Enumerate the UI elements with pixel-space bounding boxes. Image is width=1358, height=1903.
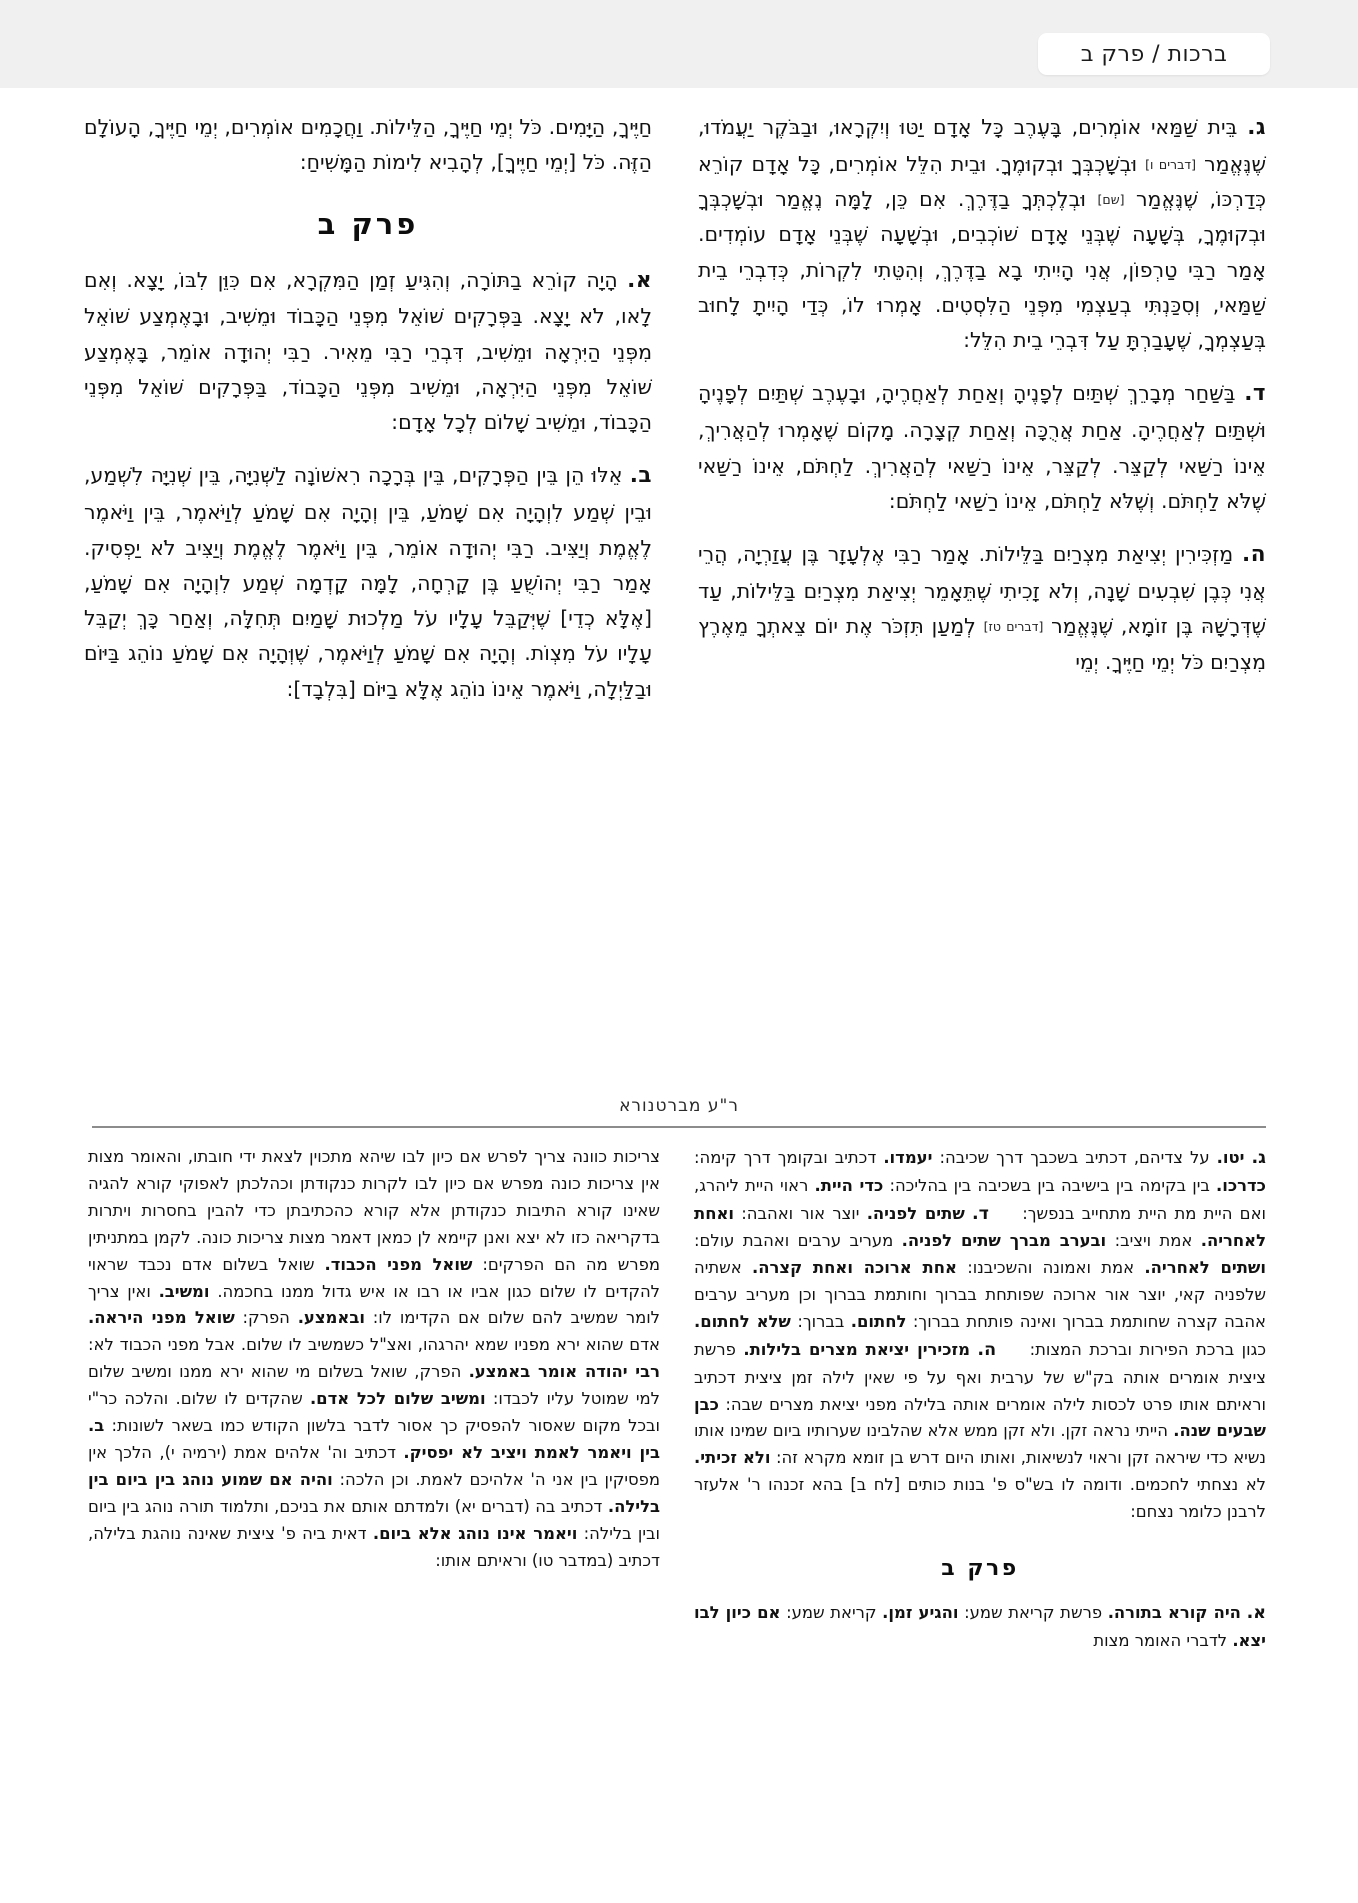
commentary-label: ר"ע מברטנורא: [619, 1096, 739, 1116]
mishnah-column-right: [698, 110, 1266, 707]
commentary-paragraph: [694, 1599, 1266, 1655]
mishnah-paragraph: [698, 110, 1266, 358]
commentary-text: מזכירין יציאת מצרים בלילות. פרשת ציצית אומרים אותה בק"ש של ערבית ואף על פי שאין לילה זמן ציצית דכתיב וראיתם אותו פרט לכסות לילה אומרים אותה בלילה מפני יציאת מצרים שבה: כבן שבעים שנה. הייתי נראה זקן. ולא זקן ממש אלא שהלבינו שערותיו ביום שמינו אותו נשיא כדי שיראה זקן וראוי לנשיאות, ואותו היום דרש בן זומא מקרא זה: ולא זכיתי. לא נצחתי לחכמים. ודומה לו בש"ס פ' בנות כותים [לח ב] בהא זכנהו ר' אלעזר לרבנן כלומר נצחם:: [694, 1339, 1266, 1522]
mishnah-number: ד .: [1244, 381, 1266, 406]
mishnah-paragraph: [84, 263, 652, 441]
commentary-number: א .: [1247, 1603, 1266, 1623]
commentary-paragraph: [88, 1144, 660, 1575]
mishnah-text: מַזְכִּירִין יְצִיאַת מִצְרַיִם בַּלֵּילוֹת. אָמַר רַבִּי אֶלְעָזָר בֶּן עֲזַרְיָה, הֲרֵי אֲנִי כְּבֶן שִׁבְעִים שָׁנָה, וְלֹא זָכִיתִי שֶׁתֵּאָמֵר יְצִיאַת מִצְרַיִם בַּלֵּילוֹת, עַד שֶׁדְּרָשָׁהּ בֶּן זוֹמָא, שֶׁנֶּאֱמַר [דברים טז] לְמַעַן תִּזְכֹּר אֶת יוֹם צֵאתְךָ מֵאֶרֶץ מִצְרַיִם כֹּל יְמֵי חַיֶּיךָ. יְמֵי: [698, 542, 1267, 674]
mishnah-paragraph: [84, 110, 652, 181]
mishnah-text: בַּשַּׁחַר מְבָרֵךְ שְׁתַּיִם לְפָנֶיהָ וְאַחַת לְאַחֲרֶיהָ, וּבָעֶרֶב שְׁתַּיִם לְפָנֶיהָ וּשְׁתַּיִם לְאַחֲרֶיהָ. אַחַת אֲרֻכָּה וְאַחַת קְצָרָה. מָקוֹם שֶׁאָמְרוּ לְהַאֲרִיךְ, אֵינוֹ רַשַּׁאי לְקַצֵּר. לְקַצֵּר, אֵינוֹ רַשַּׁאי לְהַאֲרִיךְ. לַחְתֹּם, אֵינוֹ רַשַּׁאי שֶׁלֹּא לַחְתֹּם. וְשֶׁלֹּא לַחְתֹּם, אֵינוֹ רַשַּׁאי לַחְתֹּם:: [698, 381, 1266, 513]
commentary-number: ג .: [1252, 1148, 1266, 1168]
commentary-body: [88, 1144, 1267, 1655]
commentary-column-right: [694, 1144, 1266, 1655]
commentary-text: שתים לפניה. יוצר אור ואהבה: ואחת לאחריה. אמת ויציב: ובערב מברך שתים לפניה. מעריב ערבים ואהבת עולם: ושתים לאחריה. אמת ואמונה והשכיבנו: אחת ארוכה ואחת קצרה. אשתיה שלפניה קאי, יוצר אור ארוכה שפותחת בברוך וחותמת בברוך וכן מעריב ערבים אהבה קצרה שחותמת בברוך ואינה פותחת בברוך: לחתום. בברוך: שלא לחתום. כגון ברכת הפירות וברכת המצות:: [694, 1203, 1267, 1359]
commentary-text: היה קורא בתורה. פרשת קריאת שמע: והגיע זמן. קריאת שמע: אם כיון לבו יצא. לדברי האומר מצות: [694, 1603, 1266, 1650]
mishnah-body: [84, 110, 1267, 707]
header-bar: [0, 0, 1358, 88]
commentary-text: יטו. על צדיהם, דכתיב בשכבך דרך שכיבה: יעמדו. דכתיב ובקומך דרך קימה: כדרכו. בין בקימה בין בישיבה בין בשכיבה בין בהליכה: כדי היית. ראוי היית ליהרג, ואם היית מת היית מתחייב בנפשך:: [694, 1148, 1266, 1223]
commentary-number: ה .: [977, 1340, 996, 1360]
breadcrumb[interactable]: [1038, 33, 1270, 75]
mishnah-paragraph: [698, 376, 1266, 519]
mishnah-text: בֵּית שַׁמַּאי אוֹמְרִים, בָּעֶרֶב כָּל אָדָם יַטּוּ וְיִקְרָאוּ, וּבַבֹּקֶר יַעֲמֹדוּ, שֶׁנֶּאֱמַר [דברים ו] וּבְשָׁכְבְּךָ וּבְקוּמֶךָ. וּבֵית הִלֵּל אוֹמְרִים, כָּל אָדָם קוֹרֵא כְּדַרְכּוֹ, שֶׁנֶּאֱמַר [שם] וּבְלֶכְתְּךָ בַדֶּרֶךְ. אִם כֵּן, לָמָּה נֶאֱמַר וּבְשָׁכְבְּךָ וּבְקוּמֶךָ, בְּשָׁעָה שֶׁבְּנֵי אָדָם שׁוֹכְבִים, וּבְשָׁעָה שֶׁבְּנֵי אָדָם עוֹמְדִים. אָמַר רַבִּי טַרְפוֹן, אֲנִי הָיִיתִי בָא בַדֶּרֶךְ, וְהִטֵּתִי לִקְרוֹת, כְּדִבְרֵי בֵית שַׁמַּאי, וְסִכַּנְתִּי בְעַצְמִי מִפְּנֵי הַלִּסְטִים. אָמְרוּ לוֹ, כְּדַי הָיִיתָ לָחוּב בְּעַצְמְךָ, שֶׁעָבַרְתָּ עַל דִּבְרֵי בֵית הִלֵּל:: [698, 115, 1266, 353]
chapter-heading: פרק ב: [317, 206, 419, 241]
mishnah-text: חַיֶּיךָ, הַיָּמִים. כֹּל יְמֵי חַיֶּיךָ, הַלֵּילוֹת. וַחֲכָמִים אוֹמְרִים, יְמֵי חַיֶּיךָ, הָעוֹלָם הַזֶּה. כֹּל [יְמֵי חַיֶּיךָ], לְהָבִיא לִימוֹת הַמָּשִׁיחַ:: [84, 115, 652, 175]
commentary-number: ד .: [972, 1204, 989, 1224]
commentary-text: צריכות כוונה צריך לפרש אם כיון לבו שיהא מתכוין לצאת ידי חובתו, והאומר מצות אין צריכות כונה מפרש אם כיון לבו לקרות כנקודתן וכהלכתן לאפוקי קורא להגיה שאינו קורא התיבות כנקודתן אלא קורא כהכתיבתן כדי להבין בחסרות ויתרות בדקריאה כזו לא יצא ואנן קיימא לן כמאן דאמר מצות צריכות כונה. לקמן במתניתין מפרש מה הם הפרקים: שואל מפני הכבוד. שואל בשלום אדם נכבד שראוי להקדים לו שלום כגון אביו או רבו או איש גדול ממנו בחכמה. ומשיב. ואין צריך לומר שמשיב להם שלום אם הקדימו לו: ובאמצע. הפרק: שואל מפני היראה. אדם שהוא ירא מפניו שמא יהרגהו, ואצ"ל כשמשיב לו שלום. אבל מפני הכבוד לא: רבי יהודה אומר באמצע. הפרק, שואל בשלום מי שהוא ירא ממנו ומשיב שלום למי שמוטל עליו לכבדו: ומשיב שלום לכל אדם. שהקדים לו שלום. והלכה כר"י ובכל מקום שאסור להפסיק כך אסור לדבר בלשון הקודש כמו בשאר לשונות: ב. בין ויאמר לאמת ויציב לא יפסיק. דכתיב וה' אלהים אמת (ירמיה י), הלכך אין מפסיקין בין אני ה' אלהיכם לאמת. וכן הלכה: והיה אם שמוע נוהג בין ביום בין בלילה. דכתיב בה (דברים יא) ולמדתם אותם את בניכם, ותלמוד תורה נוהג בין ביום ובין בלילה: ויאמר אינו נוהג אלא ביום. דאית ביה פ' ציצית שאינה נוהגת בלילה, דכתיב (במדבר טו) וראיתם אותו:: [88, 1147, 661, 1570]
commentary-column-left: [88, 1144, 660, 1655]
mishnah-number: ה .: [1242, 542, 1266, 567]
mishnah-column-left: [84, 110, 652, 707]
commentary-paragraph: [694, 1144, 1266, 1526]
mishnah-paragraph: [698, 537, 1266, 680]
commentary-divider: [92, 1126, 1266, 1128]
mishnah-number: ג .: [1247, 115, 1266, 140]
breadcrumb-label: ברכות / פרק ב: [1080, 41, 1228, 67]
mishnah-number: ב .: [630, 463, 652, 488]
mishnah-number: א .: [627, 268, 652, 293]
page-sheet: [0, 88, 1358, 1903]
commentary-chapter-heading: פרק ב: [941, 1556, 1019, 1582]
mishnah-text: הָיָה קוֹרֵא בַתּוֹרָה, וְהִגִּיעַ זְמַן הַמִּקְרָא, אִם כִּוֵּן לִבּוֹ, יָצָא. וְאִם לָאו, לֹא יָצָא. בַּפְּרָקִים שׁוֹאֵל מִפְּנֵי הַכָּבוֹד וּמֵשִׁיב, וּבָאֶמְצַע שׁוֹאֵל מִפְּנֵי הַיִּרְאָה וּמֵשִׁיב, דִּבְרֵי רַבִּי מֵאִיר. רַבִּי יְהוּדָה אוֹמֵר, בָּאֶמְצַע שׁוֹאֵל מִפְּנֵי הַיִּרְאָה, וּמֵשִׁיב מִפְּנֵי הַכָּבוֹד, בַּפְּרָקִים שׁוֹאֵל מִפְּנֵי הַכָּבוֹד, וּמֵשִׁיב שָׁלוֹם לְכָל אָדָם:: [84, 267, 652, 435]
mishnah-text: אֵלּוּ הֵן בֵּין הַפְּרָקִים, בֵּין בְּרָכָה רִאשׁוֹנָה לַשְּׁנִיָּה, בֵּין שְׁנִיָּה לִשְׁמַע, וּבֵין שְׁמַע לִוְהָיָה אִם שָׁמֹעַ, בֵּין וְהָיָה אִם שָׁמֹעַ לְוַיֹּאמֶר, בֵּין וַיֹּאמֶר לֶאֱמֶת וְיַצִּיב. רַבִּי יְהוּדָה אוֹמֵר, בֵּין וַיֹּאמֶר לֶאֱמֶת וְיַצִּיב לֹא יַפְסִיק. אָמַר רַבִּי יְהוֹשֻׁעַ בֶּן קָרְחָה, לָמָּה קָדְמָה שְׁמַע לִוְהָיָה אִם שָׁמֹעַ, [אֶלָּא כְדֵי] שֶׁיְּקַבֵּל עָלָיו עֹל מַלְכוּת שָׁמַיִם תְּחִלָּה, וְאַחַר כָּךְ יְקַבֵּל עָלָיו עֹל מִצְוֹת. וְהָיָה אִם שָׁמֹעַ לְוַיֹּאמֶר, שֶׁוְּהָיָה אִם שָׁמֹעַ נוֹהֵג בַּיּוֹם וּבַלַּיְלָה, וַיֹּאמֶר אֵינוֹ נוֹהֵג אֶלָּא בַיּוֹם [בִּלְבָד]:: [84, 463, 652, 701]
mishnah-paragraph: [84, 458, 652, 706]
